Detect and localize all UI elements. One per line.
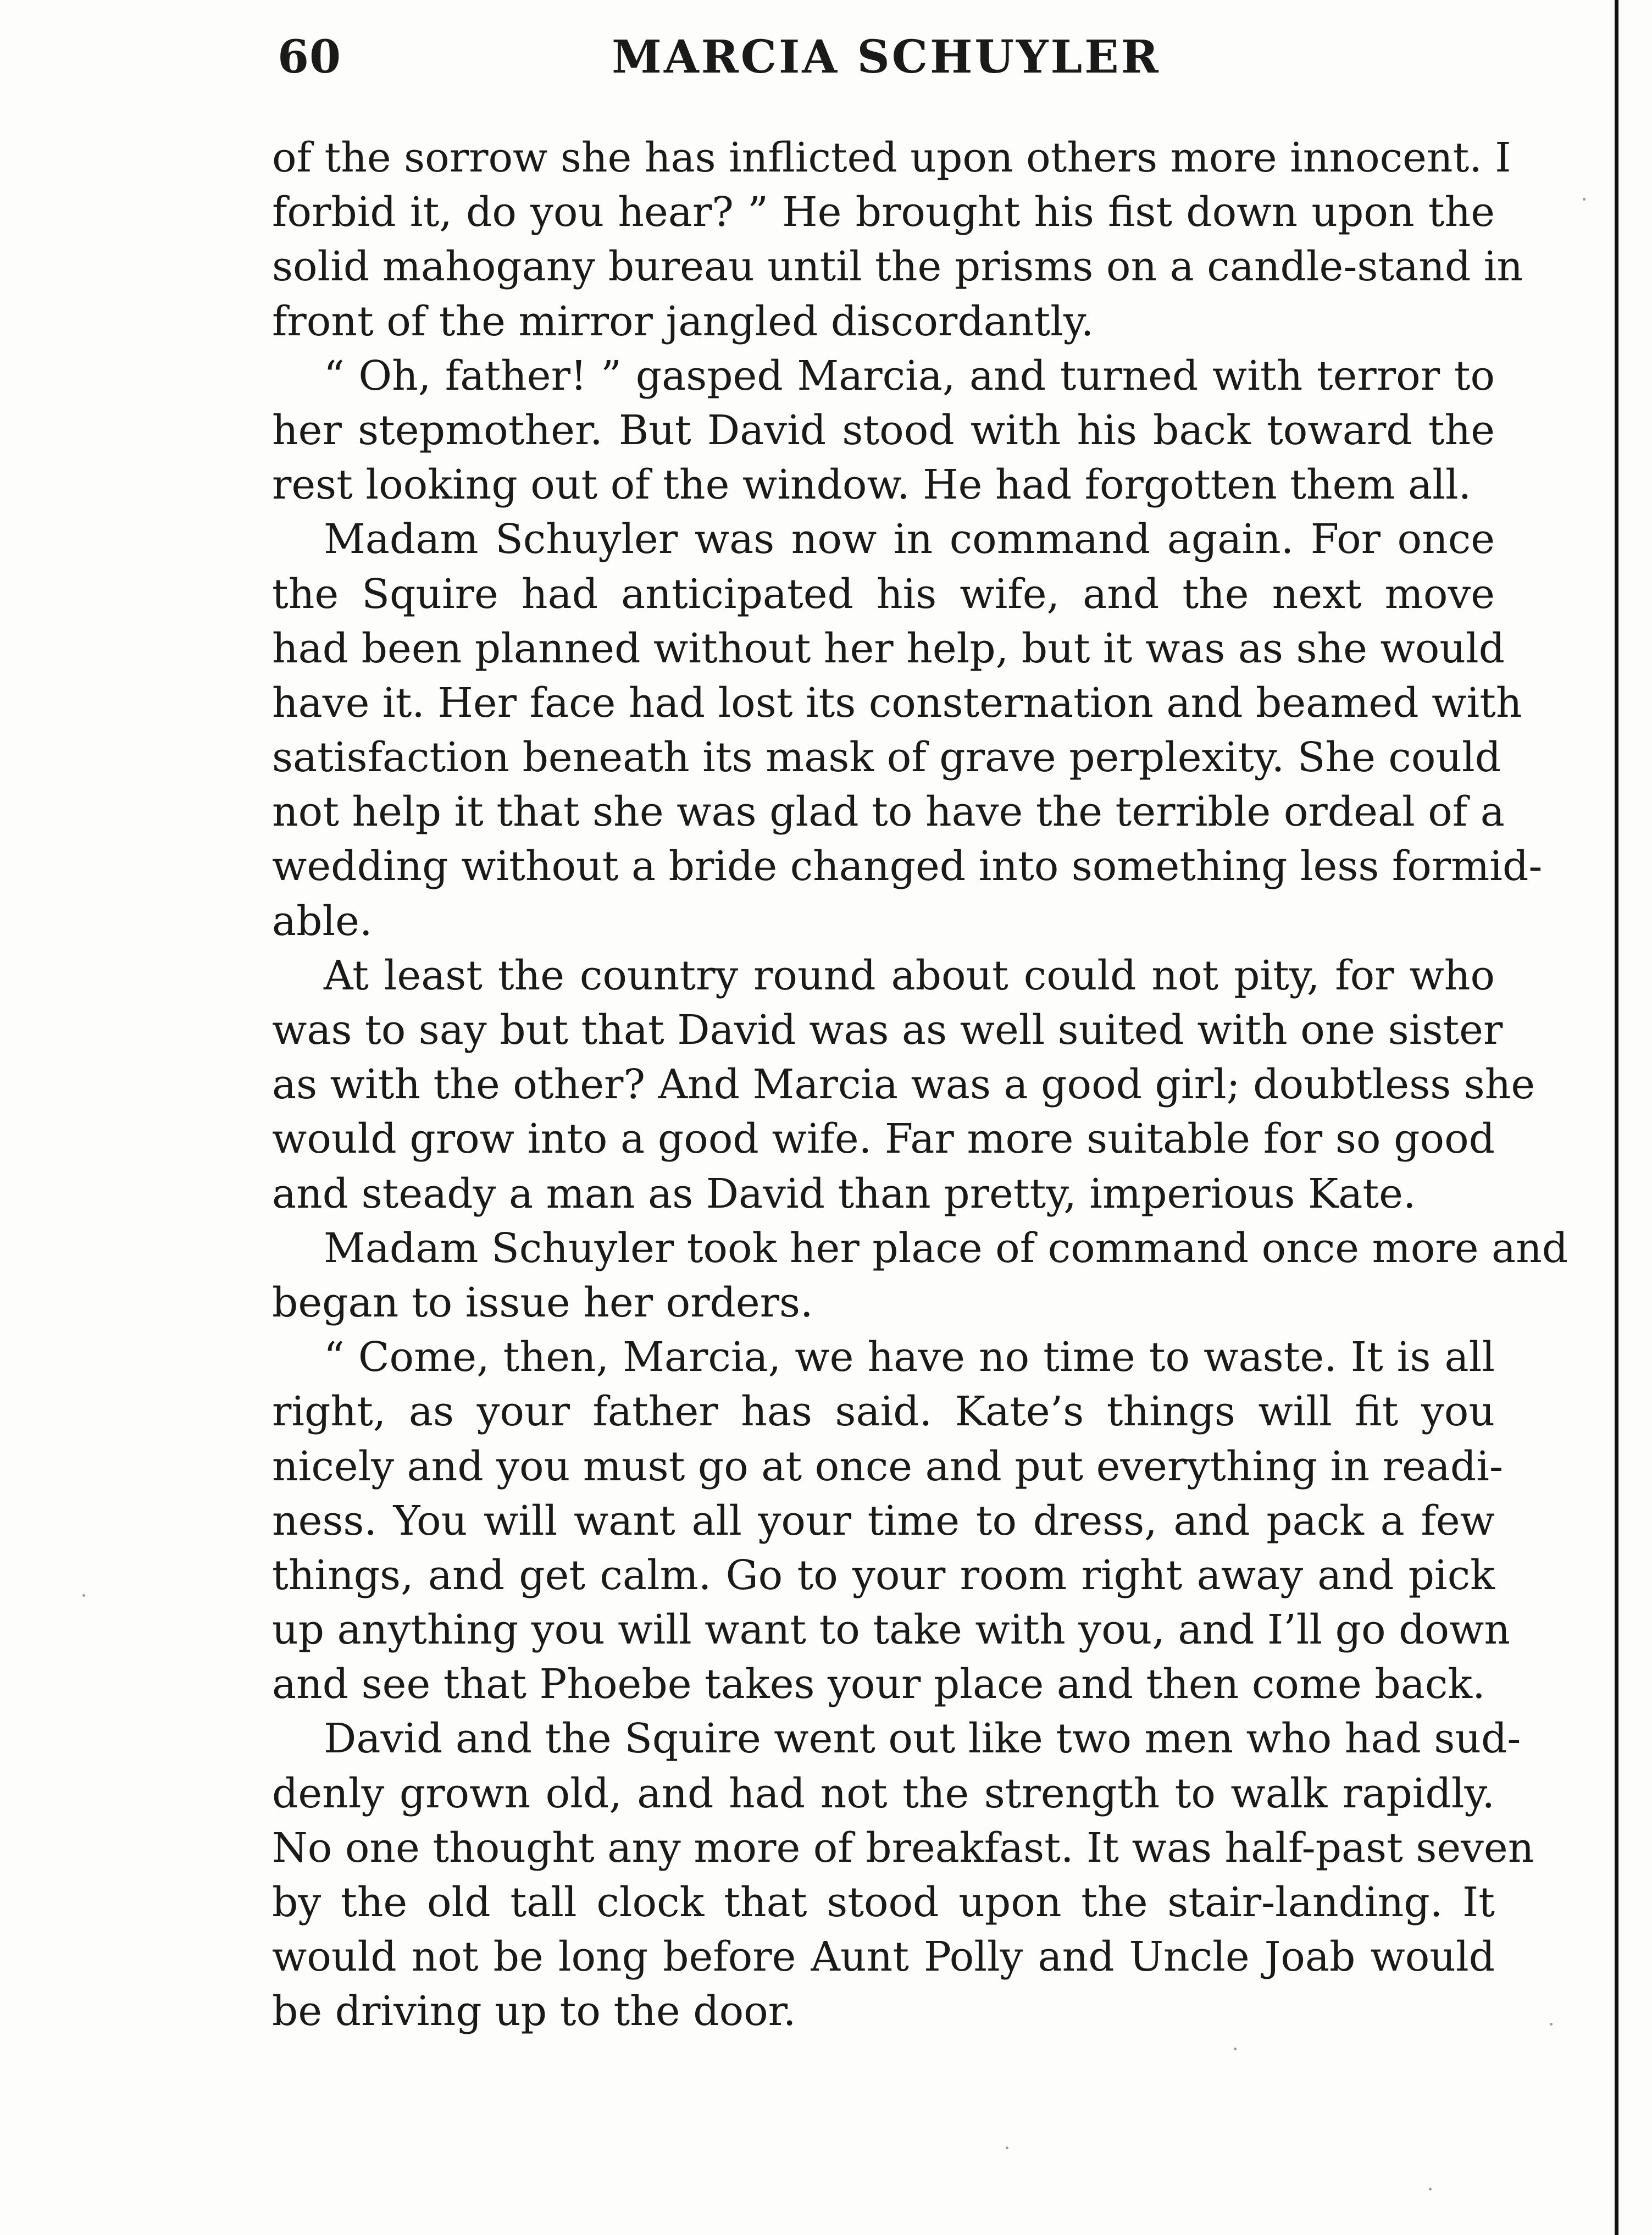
text-line: would grow into a good wife. Far more suitable for so good (272, 1115, 1495, 1163)
text-line: not help it that she was glad to have the terrible ordeal of a (272, 788, 1505, 836)
text-line: the Squire had anticipated his wife, and the next move (272, 570, 1495, 618)
body-text (272, 131, 1568, 2039)
text-line: things, and get calm. Go to your room right away and pick (272, 1551, 1495, 1599)
text-line: rest looking out of the window. He had forgotten them all. (272, 461, 1472, 509)
scan-speck (1234, 2048, 1237, 2050)
scan-speck (1550, 2023, 1553, 2026)
text-line: “ Oh, father! ” gasped Marcia, and turned with terror to (324, 352, 1495, 400)
text-line: right, as your father has said. Kate’s things will fit you (272, 1388, 1495, 1436)
text-line: of the sorrow she has inflicted upon others more innocent. I (272, 134, 1511, 181)
text-line: as with the other? And Marcia was a good girl; doubtless she (272, 1061, 1535, 1109)
text-line: up anything you will want to take with you, and I’ll go down (272, 1606, 1510, 1654)
text-line: by the old tall clock that stood upon the stair-landing. It (272, 1879, 1495, 1926)
scan-speck (1006, 2147, 1008, 2149)
running-head: MARCIA SCHUYLER (612, 31, 1161, 84)
text-line: her stepmother. But David stood with his back toward the (272, 406, 1495, 454)
text-line: Madam Schuyler was now in command again. For once (324, 516, 1495, 563)
text-line: able. (272, 897, 373, 945)
text-line: solid mahogany bureau until the prisms on a candle-stand in (272, 243, 1523, 291)
text-line: satisfaction beneath its mask of grave perplexity. She could (272, 734, 1501, 782)
text-line: began to issue her orders. (272, 1279, 813, 1326)
text-line: wedding without a bride changed into something less formid- (272, 843, 1543, 890)
page-number: 60 (278, 31, 342, 84)
scan-speck (1583, 198, 1586, 201)
text-line: would not be long before Aunt Polly and Uncle Joab would (272, 1933, 1495, 1981)
text-line: front of the mirror jangled discordantly. (272, 297, 1094, 345)
text-line: David and the Squire went out like two men who had sud- (324, 1715, 1521, 1763)
text-line: forbid it, do you hear? ” He brought his fist down upon the (272, 189, 1495, 236)
text-line: be driving up to the door. (272, 1988, 796, 2035)
page-header (278, 25, 1495, 108)
text-line: Madam Schuyler took her place of command once more and (324, 1224, 1568, 1272)
text-line: ness. You will want all your time to dress, and pack a few (272, 1497, 1495, 1545)
text-line: No one thought any more of breakfast. It was half-past seven (272, 1824, 1534, 1872)
page-edge-rule (1615, 0, 1618, 2235)
scan-speck (82, 1594, 85, 1597)
text-line: denly grown old, and had not the strength to walk rapidly. (272, 1769, 1495, 1817)
text-line: had been planned without her help, but it was as she would (272, 624, 1505, 672)
text-line: and see that Phoebe takes your place and then come back. (272, 1661, 1485, 1708)
text-line: have it. Her face had lost its consternation and beamed with (272, 679, 1522, 727)
text-line: and steady a man as David than pretty, imperious Kate. (272, 1170, 1416, 1218)
text-line: was to say but that David was as well suited with one sister (272, 1006, 1503, 1054)
text-line: At least the country round about could not pity, for who (324, 951, 1495, 999)
scan-speck (1429, 2188, 1432, 2190)
text-line: nicely and you must go at once and put everything in readi- (272, 1442, 1503, 1490)
text-line: “ Come, then, Marcia, we have no time to waste. It is all (324, 1334, 1495, 1381)
